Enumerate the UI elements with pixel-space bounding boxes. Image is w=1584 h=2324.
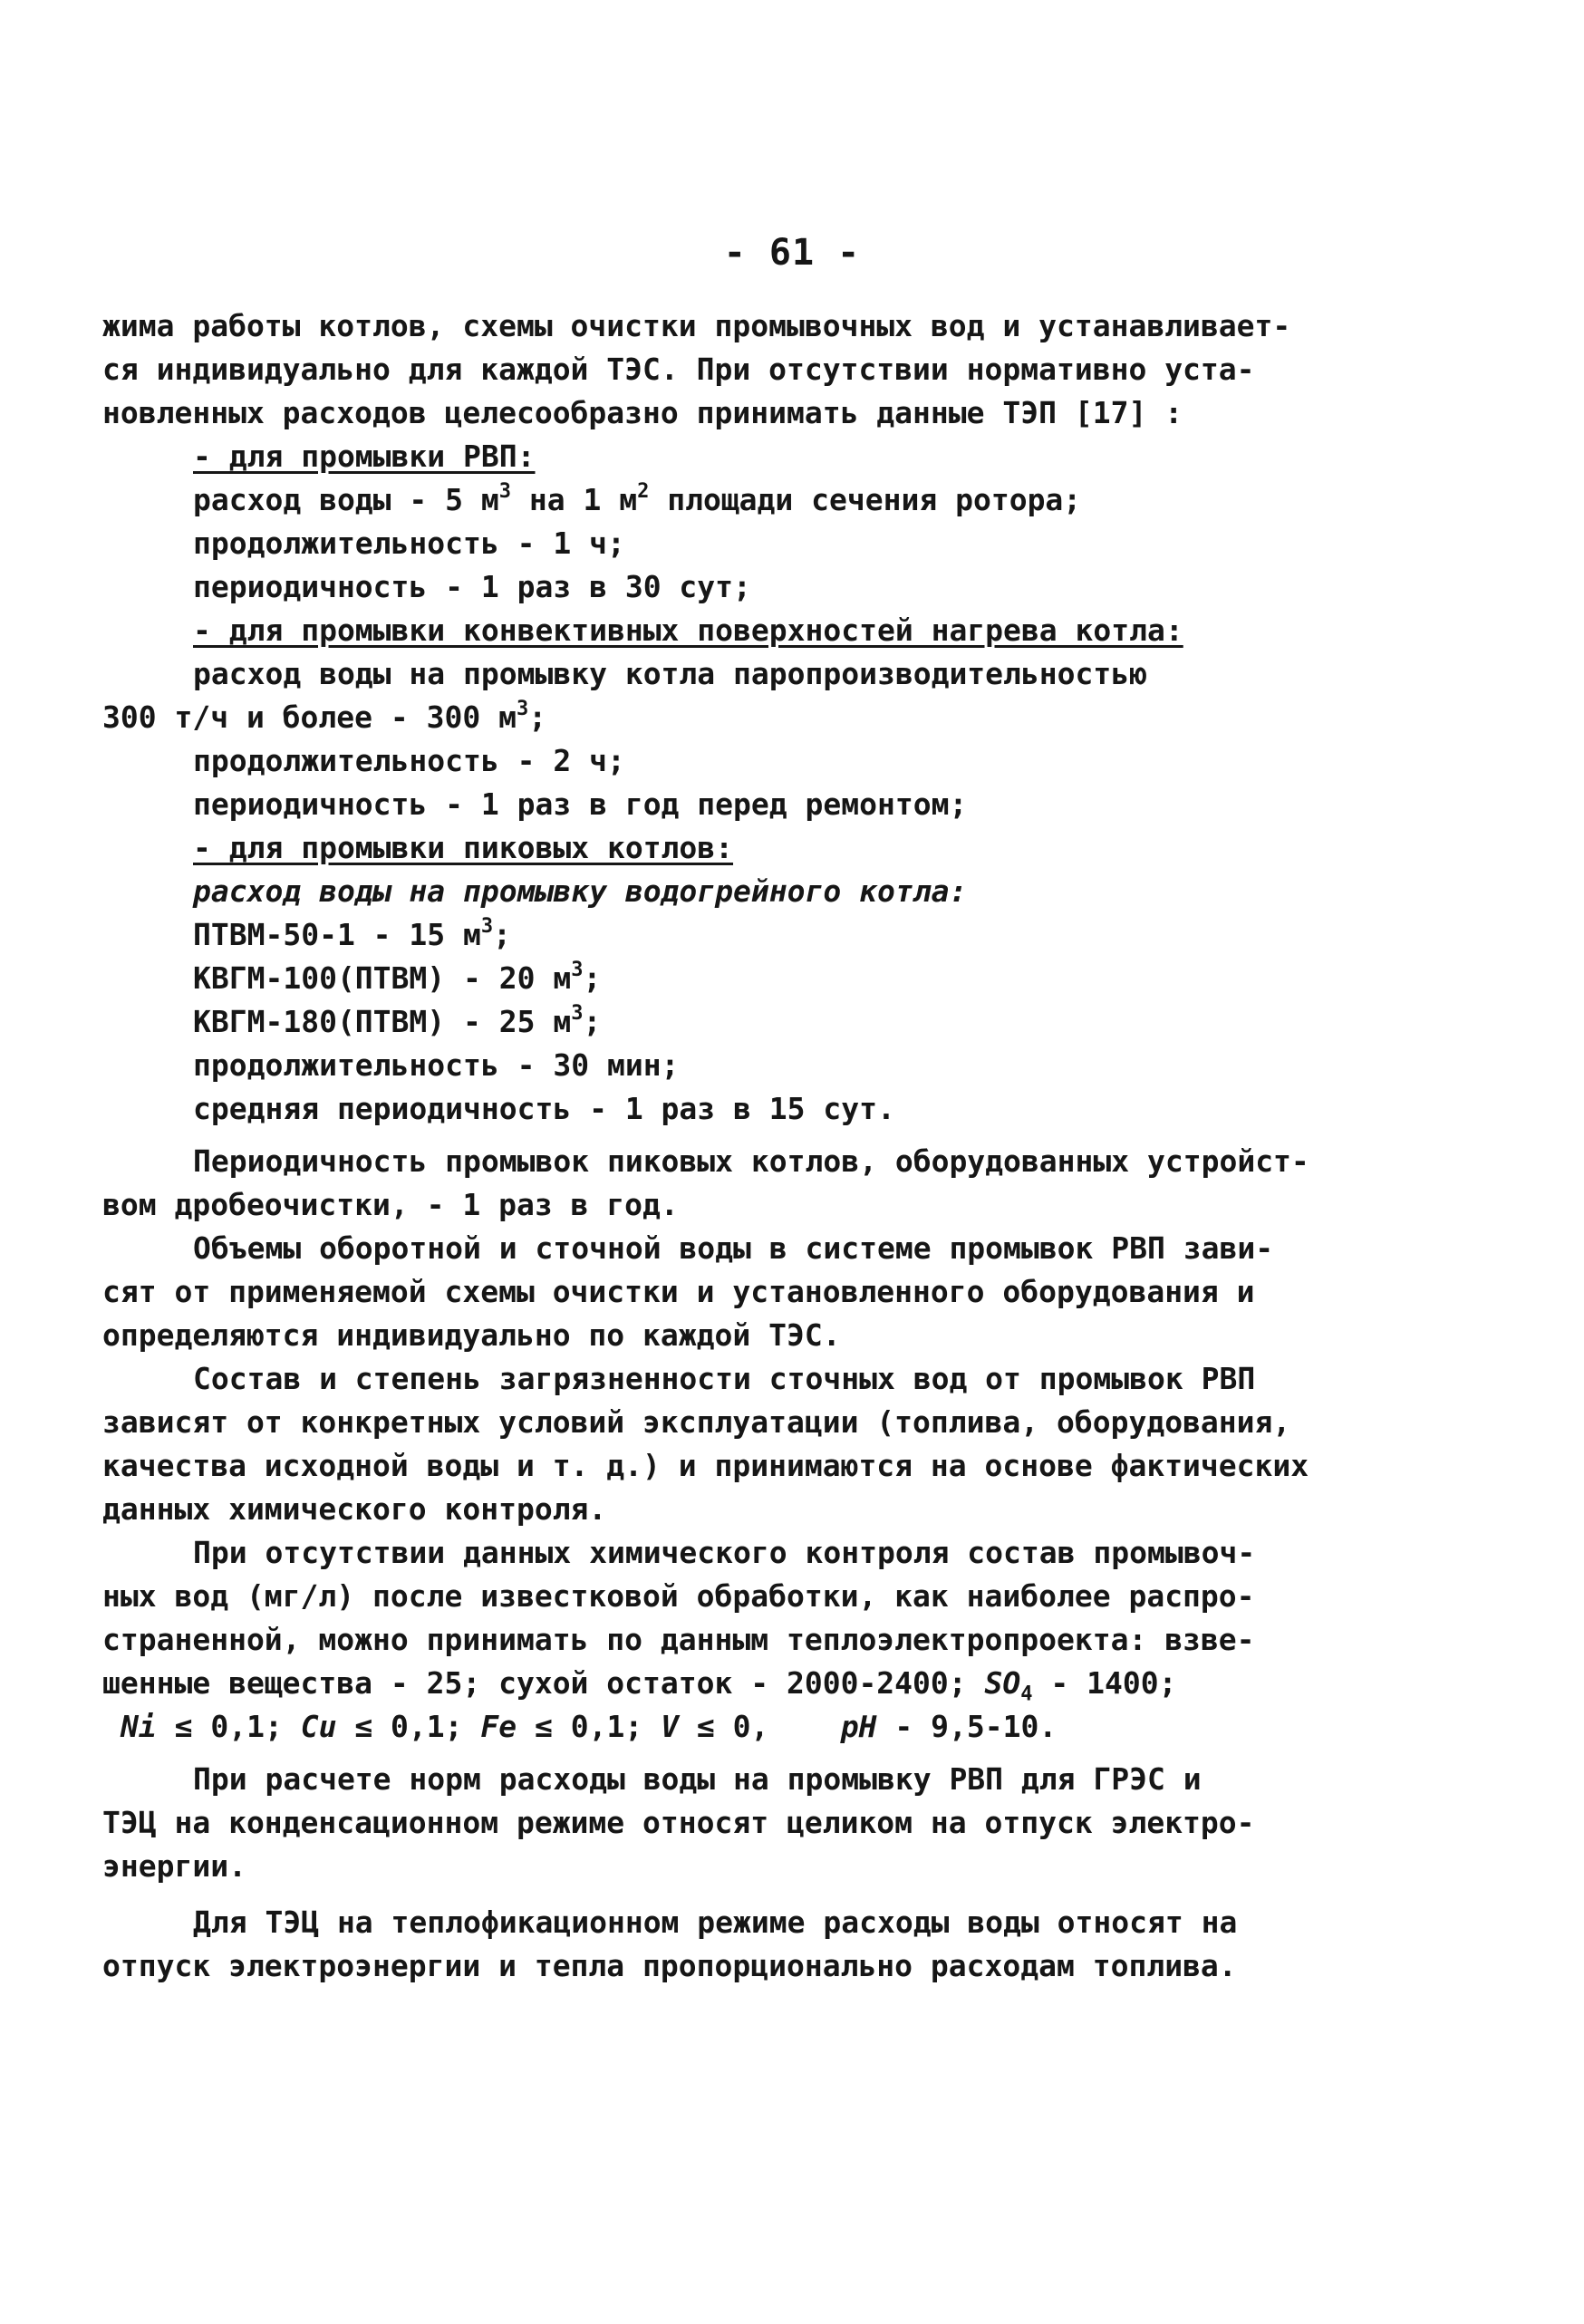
convective-periodicity: периодичность - 1 раз в год перед ремонтом; [193, 786, 968, 822]
superscript: 3 [498, 480, 512, 503]
text-fragment: ПТВМ-50-1 - 15 м [193, 917, 481, 952]
superscript: 3 [571, 1002, 584, 1025]
chem-symbol: Cu [300, 1709, 337, 1744]
chem-symbol: Fe [480, 1709, 517, 1744]
text-fragment: ≤ 0, [678, 1709, 841, 1744]
text-line: сят от применяемой схемы очистки и установленного оборудования и [102, 1274, 1255, 1309]
convective-duration: продолжительность - 2 ч; [193, 743, 625, 778]
text-line: Периодичность промывок пиковых котлов, оборудованных устройст- [193, 1143, 1309, 1179]
superscript: 3 [516, 698, 529, 720]
peak-boiler-item [193, 917, 511, 953]
text-fragment: ≤ 0,1; [156, 1709, 301, 1744]
superscript: 3 [571, 959, 584, 981]
text-fragment: ; [528, 699, 547, 735]
superscript: 2 [637, 480, 650, 503]
peak-boiler-item [193, 1004, 601, 1040]
text-fragment: ≤ 0,1; [336, 1709, 481, 1744]
text-fragment: - 9,5-10. [876, 1709, 1058, 1744]
text-line: новленных расходов целесообразно принимать данные ТЭП [17] : [102, 395, 1183, 430]
text-fragment: КВГМ-100(ПТВМ) - 20 м [193, 960, 572, 996]
rvp-periodicity: периодичность - 1 раз в 30 сут; [193, 569, 751, 604]
text-fragment: шенные вещества - 25; сухой остаток - 2000-2400; [102, 1665, 985, 1701]
text-line: Для ТЭЦ на теплофикационном режиме расходы воды относят на [193, 1905, 1238, 1940]
peak-boiler-item [193, 960, 601, 997]
text-fragment: на 1 м [511, 482, 638, 517]
superscript: 3 [480, 915, 494, 938]
convective-flow-line: расход воды на промывку котла паропроизводительностью [193, 656, 1147, 691]
text-line: Состав и степень загрязненности сточных вод от промывок РВП [193, 1361, 1256, 1396]
text-line: энергии. [102, 1848, 246, 1884]
peak-duration: продолжительность - 30 мин; [193, 1047, 680, 1083]
peak-header: - для промывки пиковых котлов: [193, 830, 734, 865]
text-line: качества исходной воды и т. д.) и принимаются на основе фактических [102, 1448, 1309, 1483]
text-line: данных химического контроля. [102, 1491, 607, 1527]
rvp-duration: продолжительность - 1 ч; [193, 526, 625, 561]
convective-flow-line-2 [102, 699, 546, 736]
chem-symbol: Ni [121, 1709, 157, 1744]
text-line: определяются индивидуально по каждой ТЭС. [102, 1317, 841, 1353]
chem-symbol: pH [840, 1709, 877, 1744]
text-fragment: ; [583, 960, 602, 996]
composition-line [102, 1665, 1177, 1706]
convective-header: - для промывки конвективных поверхностей нагрева котла: [193, 612, 1183, 648]
text-line: страненной, можно принимать по данным теплоэлектропроекта: взве- [102, 1622, 1255, 1657]
text-fragment: расход воды - 5 м [193, 482, 499, 517]
rvp-header: - для промывки РВП: [193, 439, 536, 474]
text-fragment: площади сечения ротора; [649, 482, 1082, 517]
chem-symbol: V [661, 1709, 679, 1744]
text-line: ТЭЦ на конденсационном режиме относят целиком на отпуск электро- [102, 1805, 1255, 1840]
text-line: вом дробеочистки, - 1 раз в год. [102, 1187, 679, 1222]
subscript: 4 [1020, 1683, 1033, 1706]
text-line: ся индивидуально для каждой ТЭС. При отсутствии нормативно уста- [102, 352, 1255, 387]
rvp-flow-line [193, 482, 1081, 518]
composition-line [121, 1709, 1057, 1745]
text-fragment: ≤ 0,1; [517, 1709, 662, 1744]
text-line: зависят от конкретных условий эксплуатации (топлива, оборудования, [102, 1404, 1291, 1440]
text-fragment: ; [493, 917, 512, 952]
text-fragment: - 1400; [1032, 1665, 1177, 1701]
text-fragment: 300 т/ч и более - 300 м [102, 699, 517, 735]
peak-periodicity: средняя периодичность - 1 раз в 15 сут. [193, 1091, 895, 1126]
peak-flow-header: расход воды на промывку водогрейного котла: [193, 873, 968, 909]
text-line: ных вод (мг/л) после известковой обработки, как наиболее распро- [102, 1578, 1255, 1614]
text-fragment: ; [583, 1004, 602, 1039]
text-line: Объемы оборотной и сточной воды в системе промывок РВП зави- [193, 1230, 1274, 1266]
text-line: При расчете норм расходы воды на промывку РВП для ГРЭС и [193, 1761, 1202, 1797]
text-line: отпуск электроэнергии и тепла пропорционально расходам топлива. [102, 1948, 1237, 1983]
chem-symbol: SO [984, 1665, 1021, 1701]
text-line: жима работы котлов, схемы очистки промывочных вод и устанавливает- [102, 308, 1291, 343]
page-number: - 61 - [723, 232, 861, 274]
text-fragment: КВГМ-180(ПТВМ) - 25 м [193, 1004, 572, 1039]
text-line: При отсутствии данных химического контроля состав промывоч- [193, 1535, 1256, 1570]
